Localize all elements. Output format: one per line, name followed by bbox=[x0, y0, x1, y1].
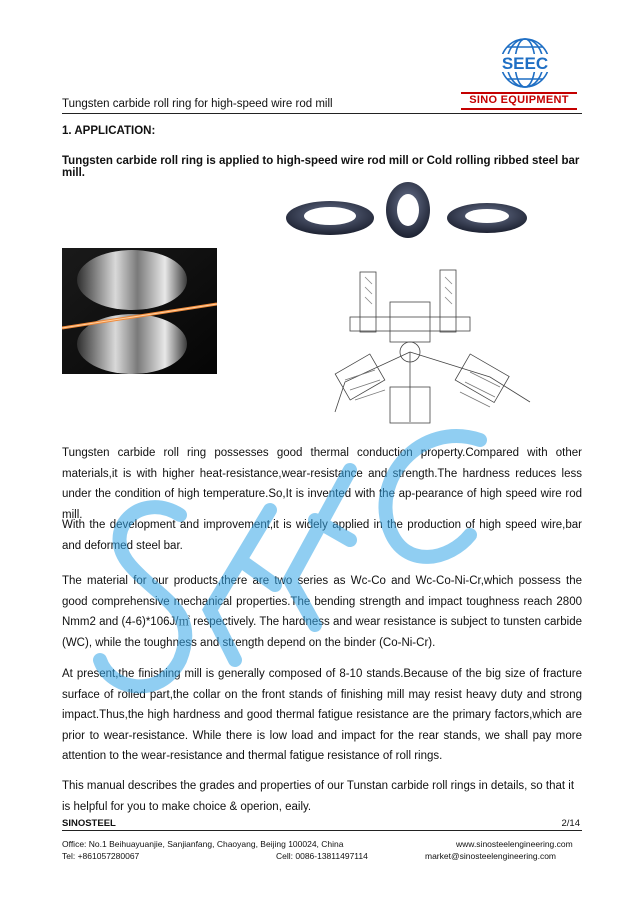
logo-text: SEEC bbox=[501, 54, 549, 73]
footer-website[interactable]: www.sinosteelengineering.com bbox=[456, 839, 573, 849]
footer-cellphone: Cell: 0086-13811497114 bbox=[276, 851, 368, 861]
footer-office-address: Office: No.1 Beihuayuanjie, Sanjianfang, Chaoyang, Beijing 100024, China bbox=[62, 839, 344, 849]
paragraph-manual: This manual describes the grades and properties of our Tunstan carbide roll rings in details, so that it is helpful for you to make choice & operion, eaily. bbox=[62, 780, 575, 813]
document-header-title: Tungsten carbide roll ring for high-speed wire rod mill bbox=[62, 98, 333, 110]
footer-email[interactable]: market@sinosteelengineering.com bbox=[425, 851, 556, 861]
paragraph-finishing-mill: At present,the finishing mill is generally composed of 8-10 stands.Because of the big size of fracture surface of rolled part,the collar on the front stands of finishing mill may resist heavy duty and strong impact.Thus,the high hardness and good thermal fatigue resistance are the primary factors,which are prior to wear-resistance. While there is low load and impact for the rear stands, we shall pay more attention to the wear-resistance and thermal fatigue resistance of roll rings. bbox=[62, 668, 582, 762]
footer-telephone: Tel: +861057280067 bbox=[62, 851, 140, 861]
header-divider bbox=[62, 113, 582, 114]
section-heading: 1. APPLICATION: bbox=[62, 125, 156, 137]
rolling-mill-photo bbox=[62, 248, 217, 374]
page-number: 2/14 bbox=[561, 818, 580, 829]
brand-name: SINO EQUIPMENT bbox=[461, 92, 577, 110]
roll-rings-image bbox=[280, 180, 530, 250]
footer-divider bbox=[62, 830, 582, 831]
paragraph-materials: The material for our products,there are two series as Wc-Co and Wc-Co-Ni-Cr,which possess the good comprehensive mechanical properties.The bending strength and impact toughness reach 2800 Nmm2 and (4-6)*106J/㎡ respectively. The hardness and wear resistance is subject to tunsten carbide (WC), while the toughness and strength depend on the binder (Co-Ni-Cr). bbox=[62, 575, 582, 649]
mill-stand-drawing bbox=[330, 262, 540, 430]
paragraph-applications: With the development and improvement,it is widely applied in the production of high speed wire,bar and deformed steel bar. bbox=[62, 519, 582, 552]
section-intro: Tungsten carbide roll ring is applied to high-speed wire rod mill or Cold rolling ribbed steel bar mill. bbox=[62, 155, 580, 179]
paragraph-properties: Tungsten carbide roll ring possesses good thermal conduction property.Compared with other materials,it is with higher heat-resistance,wear-resistance and strength.The hardness reduces less under the condition of high temperature.So,It is invented with the ap-pearance of high speed wire rod mill. bbox=[62, 447, 582, 521]
footer-brand: SINOSTEEL bbox=[62, 818, 116, 829]
